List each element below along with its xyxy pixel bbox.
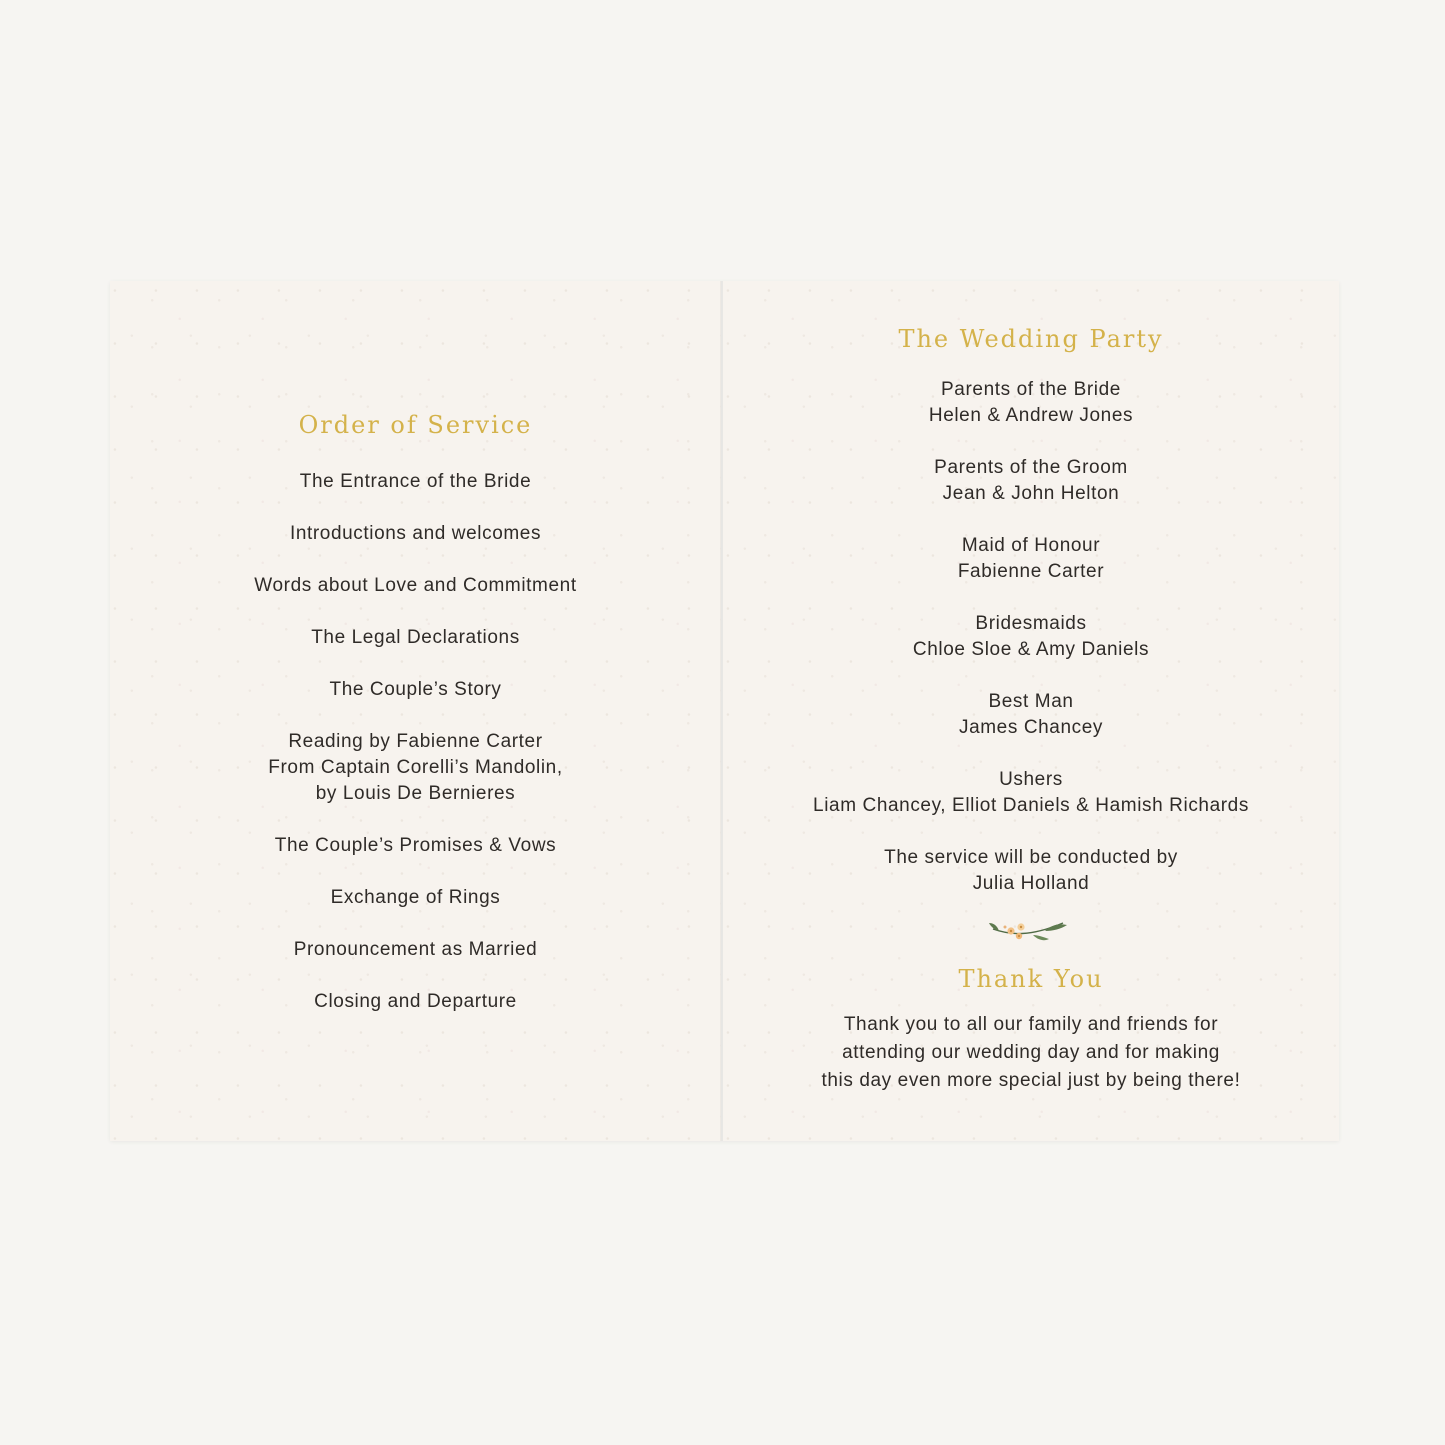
service-item bbox=[110, 573, 721, 599]
service-item bbox=[110, 677, 721, 703]
service-item bbox=[110, 989, 721, 1015]
party-entry bbox=[723, 611, 1339, 663]
party-role: Parents of the Bride bbox=[941, 379, 1121, 400]
service-item bbox=[110, 469, 721, 495]
wedding-party-title: The Wedding Party bbox=[898, 325, 1164, 353]
officiant-entry bbox=[723, 845, 1339, 897]
party-role: Bridesmaids bbox=[975, 613, 1087, 634]
service-item bbox=[110, 937, 721, 963]
service-item-text: From Captain Corelli’s Mandolin, bbox=[268, 757, 563, 778]
party-names: Chloe Sloe & Amy Daniels bbox=[912, 639, 1150, 660]
right-page bbox=[723, 281, 1339, 1141]
service-item-text: by Louis De Bernieres bbox=[315, 783, 516, 804]
party-names: James Chancey bbox=[958, 717, 1104, 738]
service-item-text: Introductions and welcomes bbox=[289, 523, 542, 544]
service-item bbox=[110, 625, 721, 651]
thank-you-line: Thank you to all our family and friends for bbox=[843, 1014, 1219, 1035]
order-of-service-title: Order of Service bbox=[298, 411, 533, 439]
service-item-text: The Entrance of the Bride bbox=[299, 471, 532, 492]
party-role: The service will be conducted by bbox=[884, 847, 1178, 868]
service-item-text: Closing and Departure bbox=[314, 991, 517, 1012]
party-role: Best Man bbox=[988, 691, 1074, 712]
party-names: Helen & Andrew Jones bbox=[928, 405, 1134, 426]
thank-you-title: Thank You bbox=[958, 965, 1104, 993]
left-page bbox=[110, 281, 721, 1141]
party-names: Jean & John Helton bbox=[942, 483, 1120, 504]
party-names: Fabienne Carter bbox=[957, 561, 1105, 582]
service-item-text: The Legal Declarations bbox=[311, 627, 520, 648]
party-entry bbox=[723, 455, 1339, 507]
party-entry bbox=[723, 767, 1339, 819]
service-item-reading bbox=[110, 729, 721, 807]
service-item-text: The Couple’s Promises & Vows bbox=[274, 835, 557, 856]
party-role: Parents of the Groom bbox=[934, 457, 1128, 478]
thank-you-line: attending our wedding day and for making bbox=[842, 1042, 1220, 1063]
service-item bbox=[110, 833, 721, 859]
service-item bbox=[110, 885, 721, 911]
program-spread bbox=[110, 281, 1339, 1141]
service-item-text: Pronouncement as Married bbox=[293, 939, 538, 960]
party-entry bbox=[723, 377, 1339, 429]
party-role: Maid of Honour bbox=[961, 535, 1101, 556]
thank-you-line: this day even more special just by being there! bbox=[821, 1070, 1241, 1091]
service-item-text: Words about Love and Commitment bbox=[254, 575, 577, 596]
party-names: Liam Chancey, Elliot Daniels & Hamish Richards bbox=[813, 795, 1249, 816]
party-entry bbox=[723, 689, 1339, 741]
thank-you-message bbox=[723, 1011, 1339, 1095]
service-item-text: Exchange of Rings bbox=[330, 887, 501, 908]
party-names: Julia Holland bbox=[972, 873, 1090, 894]
service-item bbox=[110, 521, 721, 547]
service-item-text: Reading by Fabienne Carter bbox=[288, 731, 543, 752]
floral-sprig-icon bbox=[985, 917, 1075, 945]
party-role: Ushers bbox=[999, 769, 1063, 790]
party-entry bbox=[723, 533, 1339, 585]
service-item-text: The Couple’s Story bbox=[329, 679, 502, 700]
